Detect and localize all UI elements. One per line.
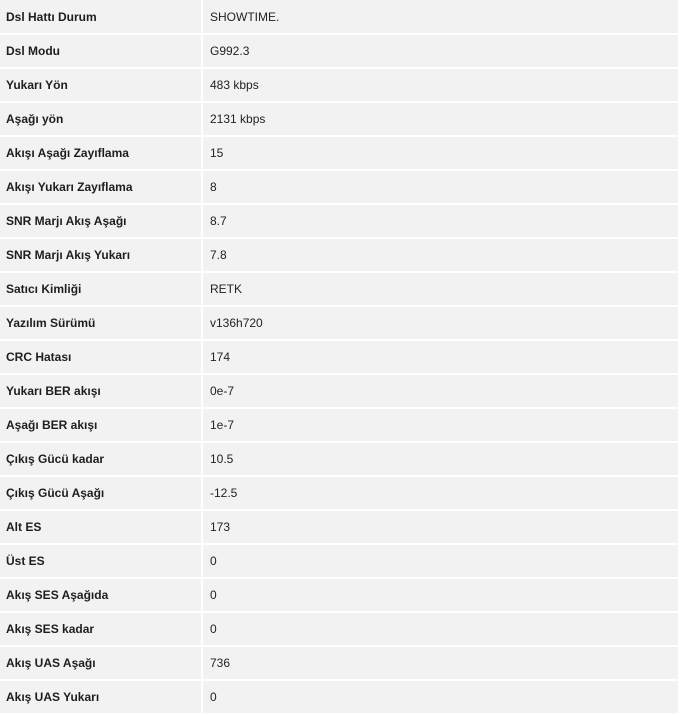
- table-row: [0, 408, 678, 442]
- vendor-id-label: Satıcı Kimliği: [0, 272, 202, 306]
- table-row: [0, 102, 678, 136]
- table-row: [0, 68, 678, 102]
- ses-downstream-value: 0: [202, 578, 678, 612]
- upstream-attenuation-label: Akışı Yukarı Zayıflama: [0, 170, 202, 204]
- table-row: [0, 476, 678, 510]
- table-row: [0, 510, 678, 544]
- firmware-version-value: v136h720: [202, 306, 678, 340]
- output-power-upstream-value: 10.5: [202, 442, 678, 476]
- snr-margin-downstream-value: 8.7: [202, 204, 678, 238]
- table-row: [0, 306, 678, 340]
- vendor-id-value: RETK: [202, 272, 678, 306]
- table-row: [0, 612, 678, 646]
- table-row: [0, 272, 678, 306]
- table-row: [0, 646, 678, 680]
- dsl-line-status-value: SHOWTIME.: [202, 0, 678, 34]
- output-power-downstream-value: -12.5: [202, 476, 678, 510]
- crc-errors-label: CRC Hatası: [0, 340, 202, 374]
- uas-downstream-label: Akış UAS Aşağı: [0, 646, 202, 680]
- upper-es-value: 0: [202, 544, 678, 578]
- downstream-rate-label: Aşağı yön: [0, 102, 202, 136]
- lower-es-label: Alt ES: [0, 510, 202, 544]
- dsl-mode-label: Dsl Modu: [0, 34, 202, 68]
- ses-downstream-label: Akış SES Aşağıda: [0, 578, 202, 612]
- upstream-rate-value: 483 kbps: [202, 68, 678, 102]
- downstream-attenuation-value: 15: [202, 136, 678, 170]
- table-row: [0, 204, 678, 238]
- table-row: [0, 34, 678, 68]
- upstream-rate-label: Yukarı Yön: [0, 68, 202, 102]
- snr-margin-upstream-label: SNR Marjı Akış Yukarı: [0, 238, 202, 272]
- output-power-upstream-label: Çıkış Gücü kadar: [0, 442, 202, 476]
- upper-es-label: Üst ES: [0, 544, 202, 578]
- table-row: [0, 340, 678, 374]
- uas-downstream-value: 736: [202, 646, 678, 680]
- upstream-ber-label: Yukarı BER akışı: [0, 374, 202, 408]
- upstream-ber-value: 0e-7: [202, 374, 678, 408]
- downstream-ber-value: 1e-7: [202, 408, 678, 442]
- snr-margin-upstream-value: 7.8: [202, 238, 678, 272]
- downstream-ber-label: Aşağı BER akışı: [0, 408, 202, 442]
- table-row: [0, 0, 678, 34]
- lower-es-value: 173: [202, 510, 678, 544]
- firmware-version-label: Yazılım Sürümü: [0, 306, 202, 340]
- downstream-attenuation-label: Akışı Aşağı Zayıflama: [0, 136, 202, 170]
- ses-upstream-value: 0: [202, 612, 678, 646]
- crc-errors-value: 174: [202, 340, 678, 374]
- dsl-line-status-label: Dsl Hattı Durum: [0, 0, 202, 34]
- table-row: [0, 442, 678, 476]
- upstream-attenuation-value: 8: [202, 170, 678, 204]
- table-row: [0, 170, 678, 204]
- uas-upstream-label: Akış UAS Yukarı: [0, 680, 202, 714]
- dsl-mode-value: G992.3: [202, 34, 678, 68]
- table-row: [0, 136, 678, 170]
- table-row: [0, 544, 678, 578]
- table-row: [0, 578, 678, 612]
- output-power-downstream-label: Çıkış Gücü Aşağı: [0, 476, 202, 510]
- table-row: [0, 374, 678, 408]
- uas-upstream-value: 0: [202, 680, 678, 714]
- table-row: [0, 238, 678, 272]
- table-row: [0, 680, 678, 714]
- downstream-rate-value: 2131 kbps: [202, 102, 678, 136]
- ses-upstream-label: Akış SES kadar: [0, 612, 202, 646]
- snr-margin-downstream-label: SNR Marjı Akış Aşağı: [0, 204, 202, 238]
